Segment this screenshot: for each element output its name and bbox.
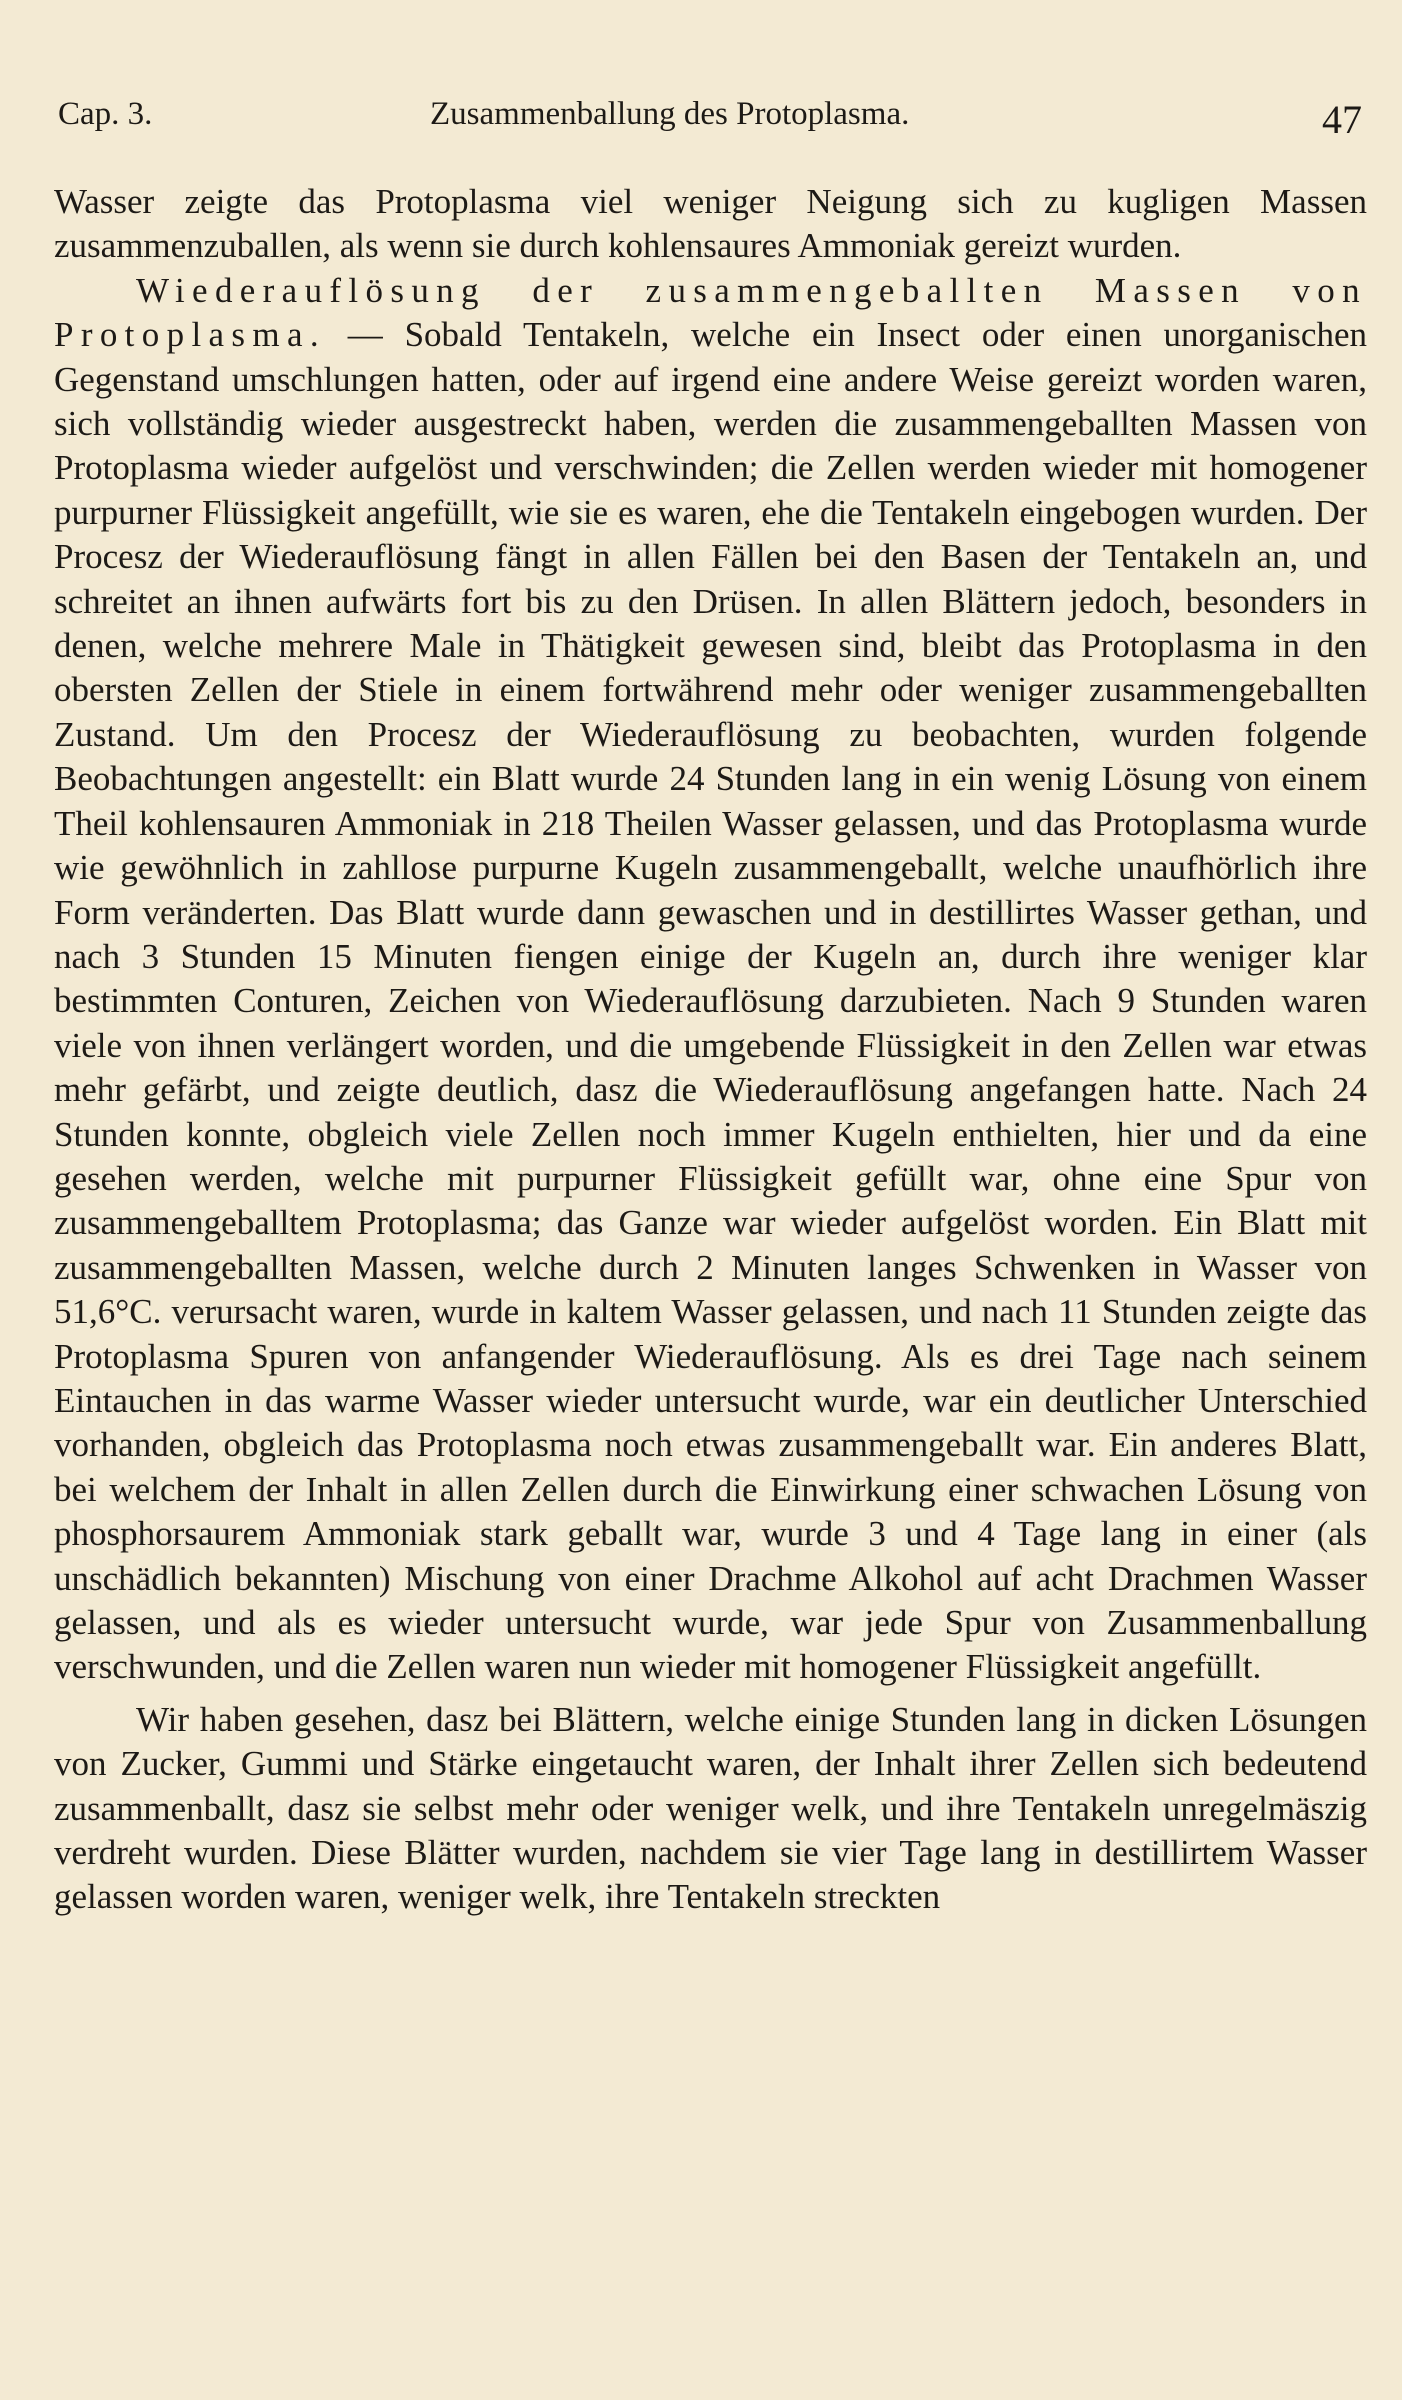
- chapter-label: Cap. 3.: [58, 96, 153, 132]
- paragraph-text: Wir haben gesehen, dasz bei Blättern, welche einige Stunden lang in dicken Lösungen von Zucker, Gummi und Stärke eingetaucht waren, der Inhalt ihrer Zellen sich bedeutend zusammenballt, dasz sie selbst mehr oder weniger welk, und ihre Tentakeln unregelmäszig verdreht wurden. Diese Blätter wurden, nachdem sie vier Tage lang in destillirtem Wasser gelassen worden waren, weniger welk, ihre Tentakeln streckten: [54, 1699, 1367, 1917]
- page-number: 47: [1322, 97, 1362, 142]
- section-heading: Wiederauflösung der zusammengeballten Massen von Protoplasma.: [54, 270, 1367, 355]
- body-text: [54, 180, 1367, 1920]
- paragraph-continued: [54, 180, 1367, 269]
- paragraph-sugar-solutions: [54, 1698, 1367, 1920]
- paragraph-redissolution: [54, 269, 1367, 1690]
- running-head: [58, 92, 1362, 152]
- running-title: Zusammenballung des Protoplasma.: [430, 96, 910, 132]
- paragraph-text: Wasser zeigte das Protoplasma viel weniger Neigung sich zu kugligen Massen zusammenzuballen, als wenn sie durch kohlensaures Ammoniak gereizt wurden.: [54, 182, 1367, 266]
- paragraph-text: — Sobald Tentakeln, welche ein Insect oder einen unorganischen Gegenstand umschlungen hatten, oder auf irgend eine andere Weise gereizt worden waren, sich vollständig wieder ausgestreckt haben, werden die zusammengeballten Massen von Protoplasma wieder aufgelöst und verschwinden; die Zellen werden wieder mit homogener purpurner Flüssigkeit angefüllt, wie sie es waren, ehe die Tentakeln eingebogen wurden. Der Procesz der Wiederauflösung fängt in allen Fällen bei den Basen der Tentakeln an, und schreitet an ihnen aufwärts fort bis zu den Drüsen. In allen Blättern jedoch, besonders in denen, welche mehrere Male in Thätigkeit gewesen sind, bleibt das Protoplasma in den obersten Zellen der Stiele in einem fortwährend mehr oder weniger zusammengeballten Zustand. Um den Procesz der Wiederauflösung zu beobachten, wurden folgende Beobachtungen angestellt: ein Blatt wurde 24 Stunden lang in ein wenig Lösung von einem Theil kohlensauren Ammoniak in 218 Theilen Wasser gelassen, und das Protoplasma wurde wie gewöhnlich in zahllose purpurne Kugeln zusammengeballt, welche unaufhörlich ihre Form veränderten. Das Blatt wurde dann gewaschen und in destillirtes Wasser gethan, und nach 3 Stunden 15 Minuten fiengen einige der Kugeln an, durch ihre weniger klar bestimmten Conturen, Zeichen von Wiederauflösung darzubieten. Nach 9 Stunden waren viele von ihnen verlängert worden, und die umgebende Flüssigkeit in den Zellen war etwas mehr gefärbt, und zeigte deutlich, dasz die Wiederauflösung angefangen hatte. Nach 24 Stunden konnte, obgleich viele Zellen noch immer Kugeln enthielten, hier und da eine gesehen werden, welche mit purpurner Flüssigkeit gefüllt war, ohne eine Spur von zusammengeballtem Protoplasma; das Ganze war wieder aufgelöst worden. Ein Blatt mit zusammengeballten Massen, welche durch 2 Minuten langes Schwenken in Wasser von 51,6°C. verursacht waren, wurde in kaltem Wasser gelassen, und nach 11 Stunden zeigte das Protoplasma Spuren von anfangender Wiederauflösung. Als es drei Tage nach seinem Eintauchen in das warme Wasser wieder untersucht wurde, war ein deutlicher Unterschied vorhanden, obgleich das Protoplasma noch etwas zusammengeballt war. Ein anderes Blatt, bei welchem der Inhalt in allen Zellen durch die Einwirkung einer schwachen Lösung von phosphorsaurem Ammoniak stark geballt war, wurde 3 und 4 Tage lang in einer (als unschädlich bekannten) Mischung von einer Drachme Alkohol auf acht Drachmen Wasser gelassen, und als es wieder untersucht wurde, war jede Spur von Zusammenballung verschwunden, und die Zellen waren nun wieder mit homogener Flüssigkeit angefüllt.: [54, 315, 1367, 1687]
